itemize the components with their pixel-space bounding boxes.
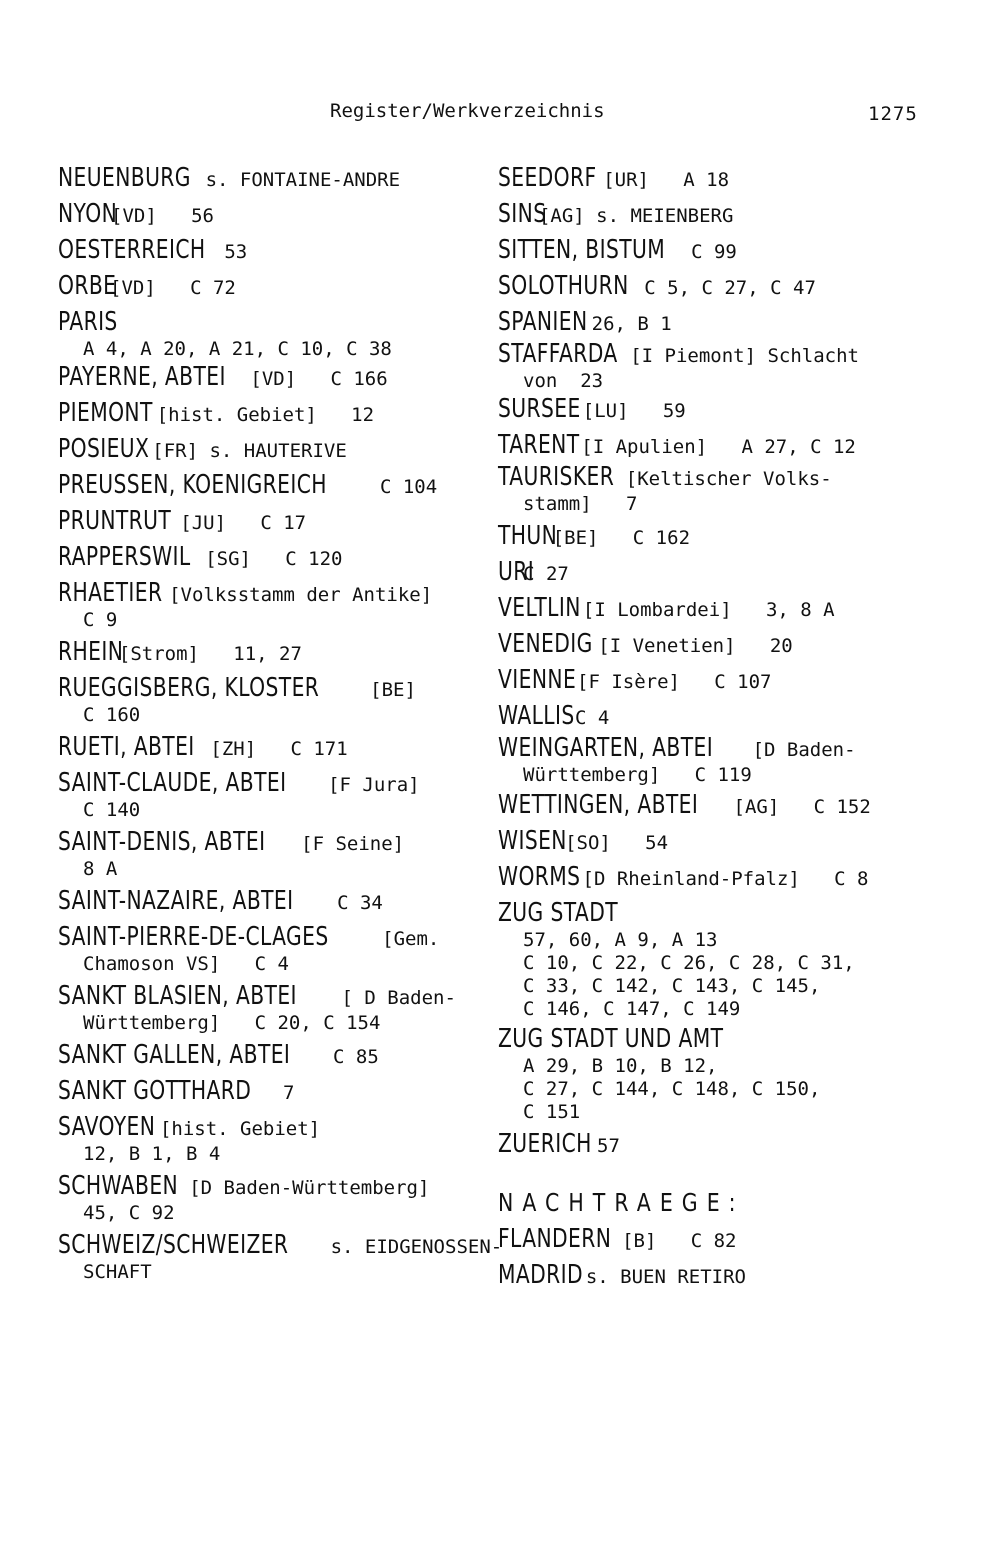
index-entry [58,673,518,727]
entry-headword: OESTERREICH [58,235,206,265]
entry-headword: SITTEN, BISTUM [498,235,666,265]
entry-continuation: A 29, B 10, B 12, C 27, C 144, C 148, C 150, C 151 [523,1055,821,1123]
index-entry [498,665,938,696]
index-entry [58,1076,518,1107]
entry-headword: SCHWEIZ/SCHWEIZER [58,1230,289,1260]
index-entry [498,430,938,461]
entry-references: [UR] A 18 [603,169,730,191]
index-entry [58,827,518,881]
entry-continuation: Chamoson VS] C 4 [83,953,289,975]
entry-headword: PRUNTRUT [58,506,172,536]
index-entry [498,826,938,857]
entry-continuation: C 160 [83,704,141,726]
index-entry [58,922,518,976]
entry-headword: RHEIN [58,637,124,667]
index-entry [498,199,938,230]
entry-headword: SINS [498,199,547,229]
entry-references: [VD] 56 [111,205,214,227]
index-entry [498,1260,938,1291]
index-entry [498,898,938,1021]
entry-references: C 27 [523,563,569,585]
entry-references: [SG] C 120 [205,548,343,570]
index-entry [58,506,518,537]
entry-headword: WETTINGEN, ABTEI [498,790,699,820]
entry-headword: TAURISKER [498,462,615,492]
entry-headword: TARENT [498,430,580,460]
index-entry [58,398,518,429]
entry-continuation: 12, B 1, B 4 [83,1143,221,1165]
entry-references: [hist. Gebiet] [159,1118,321,1140]
entry-continuation: SCHAFT [83,1261,152,1283]
entry-references: [Strom] 11, 27 [118,643,302,665]
entry-headword: THUN [498,521,558,551]
entry-references: [LU] 59 [582,400,686,422]
entry-continuation: Württemberg] C 20, C 154 [83,1012,381,1034]
entry-references: [VD] C 72 [110,277,236,299]
entry-references: C 104 [379,476,438,498]
entry-headword: ORBE [58,271,117,301]
entry-references: [D Baden- [752,739,856,761]
index-entry [498,862,938,893]
index-entry [58,886,518,917]
entry-headword: SOLOTHURN [498,271,629,301]
entry-headword: SAINT-PIERRE-DE-CLAGES [58,922,329,952]
index-entry [498,462,938,516]
entry-references: 26, B 1 [591,313,672,335]
entry-headword: PREUSSEN, KOENIGREICH [58,470,327,500]
entry-continuation: 57, 60, A 9, A 13 C 10, C 22, C 26, C 28, C 31, C 33, C 142, C 143, C 145, C 146, C 147, C 149 [523,929,855,1020]
entry-references: [Volksstamm der Antike] [169,584,433,606]
index-entry [498,521,938,552]
index-entry [58,362,518,393]
entry-headword: SANKT GOTTHARD [58,1076,252,1106]
index-entry [498,790,938,821]
page-number: 1275 [868,103,918,125]
entry-headword: ZUERICH [498,1129,592,1159]
entry-references: C 85 [333,1046,379,1068]
entry-references: [Gem. [382,928,440,950]
index-entry [58,768,518,822]
entry-headword: ZUG STADT [498,898,618,928]
entry-continuation: von 23 [523,370,604,392]
index-entry [498,629,938,660]
entry-references: [Keltischer Volks- [625,468,832,490]
index-entry [498,235,938,266]
index-entry [58,542,518,573]
index-entry [58,163,518,194]
entry-references: [ D Baden- [341,987,456,1009]
entry-headword: SAINT-NAZAIRE, ABTEI [58,886,294,916]
entry-references: C 34 [337,892,383,914]
entry-headword: PAYERNE, ABTEI [58,362,226,392]
entry-headword: VIENNE [498,665,577,695]
index-entry [498,163,938,194]
index-entry [498,1224,938,1255]
entry-references: [F Jura] [328,774,420,796]
entry-headword: SAVOYEN [58,1112,156,1142]
index-column-right [498,163,938,1291]
nachtraege-heading: NACHTRAEGE: [498,1188,745,1217]
entry-references: [AG] s. MEIENBERG [538,205,734,227]
entry-references: [B] C 82 [622,1230,737,1252]
entry-headword: NEUENBURG [58,163,191,193]
index-entry [498,1129,938,1160]
entry-continuation: 8 A [83,858,118,880]
entry-references: [JU] C 17 [180,512,307,534]
index-entry [498,557,938,588]
entry-headword: WEINGARTEN, ABTEI [498,733,714,763]
entry-headword: SANKT GALLEN, ABTEI [58,1040,291,1070]
entry-references: C 99 [691,241,737,263]
index-entry [58,307,518,361]
entry-references: s. BUEN RETIRO [585,1266,746,1288]
index-entry [58,271,518,302]
index-entry [58,470,518,501]
entry-headword: SEEDORF [498,163,597,193]
entry-references: [F Seine] [301,833,405,855]
entry-headword: POSIEUX [58,434,150,464]
entry-headword: SANKT BLASIEN, ABTEI [58,981,297,1011]
entry-headword: RUEGGISBERG, KLOSTER [58,673,320,703]
index-entry [58,637,518,668]
index-entry [58,235,518,266]
entry-headword: URI [498,557,535,587]
index-entry [498,339,938,393]
entry-continuation: 45, C 92 [83,1202,175,1224]
entry-references: [D Baden-Württemberg] [189,1177,430,1199]
index-entry [58,578,518,632]
entry-references: [BE] C 162 [552,527,691,549]
entry-headword: RHAETIER [58,578,163,608]
index-entry [498,733,938,787]
entry-references: C 5, C 27, C 47 [644,277,816,299]
entry-references: [I Venetien] 20 [598,635,793,657]
entry-continuation: Württemberg] C 119 [523,764,752,786]
entry-references: C 4 [575,707,610,729]
entry-references: [I Lombardei] 3, 8 A [582,599,835,621]
entry-headword: ZUG STADT UND AMT [498,1024,724,1054]
entry-headword: PIEMONT [58,398,153,428]
entry-headword: WISEN [498,826,567,856]
entry-references: [FR] s. HAUTERIVE [152,440,347,462]
entry-references: s. EIDGENOSSEN- [330,1236,503,1258]
entry-references: [VD] C 166 [250,368,388,390]
index-entry [58,1112,518,1166]
entry-headword: RUETI, ABTEI [58,732,195,762]
entry-headword: VENEDIG [498,629,593,659]
index-entry [58,434,518,465]
entry-references: [ZH] C 171 [210,738,348,760]
entry-headword: SPANIEN [498,307,588,337]
entry-continuation: C 140 [83,799,141,821]
entry-references: 57 [597,1135,620,1157]
running-header: Register/Werkverzeichnis [330,100,605,122]
entry-headword: VELTLIN [498,593,581,623]
entry-continuation: A 4, A 20, A 21, C 10, C 38 [83,338,392,360]
entry-references: [I Piemont] Schlacht [630,345,859,367]
entry-references: 53 [224,241,248,263]
entry-headword: RAPPERSWIL [58,542,191,572]
index-entry [58,1230,518,1284]
index-entry [58,1171,518,1225]
entry-references: [SO] 54 [565,832,669,854]
entry-headword: WALLIS [498,701,575,731]
entry-continuation: C 9 [83,609,118,631]
index-entry [498,394,938,425]
entry-headword: MADRID [498,1260,584,1290]
entry-headword: PARIS [58,307,118,337]
index-entry [498,271,938,302]
index-entry [498,593,938,624]
index-entry [58,732,518,763]
entry-references: s. FONTAINE-ANDRE [205,169,401,191]
index-entry [498,1024,938,1124]
entry-headword: WORMS [498,862,581,892]
entry-headword: STAFFARDA [498,339,618,369]
entry-references: 7 [282,1082,295,1104]
entry-continuation: stamm] 7 [523,493,638,515]
entry-references: [BE] [370,679,416,701]
entry-references: [I Apulien] A 27, C 12 [581,436,856,458]
index-entry [58,199,518,230]
index-column-left [58,163,518,1284]
index-entry [498,701,938,732]
entry-headword: SAINT-CLAUDE, ABTEI [58,768,287,798]
entry-references: [D Rheinland-Pfalz] C 8 [582,868,869,890]
index-entry [498,307,938,338]
entry-headword: NYON [58,199,118,229]
entry-headword: SURSEE [498,394,581,424]
entry-headword: SAINT-DENIS, ABTEI [58,827,266,857]
index-entry [58,1040,518,1071]
entry-references: [F Isère] C 107 [577,671,772,693]
entry-headword: SCHWABEN [58,1171,179,1201]
index-entry [58,981,518,1035]
entry-headword: FLANDERN [498,1224,612,1254]
entry-references: [AG] C 152 [733,796,871,818]
entry-references: [hist. Gebiet] 12 [156,404,375,426]
